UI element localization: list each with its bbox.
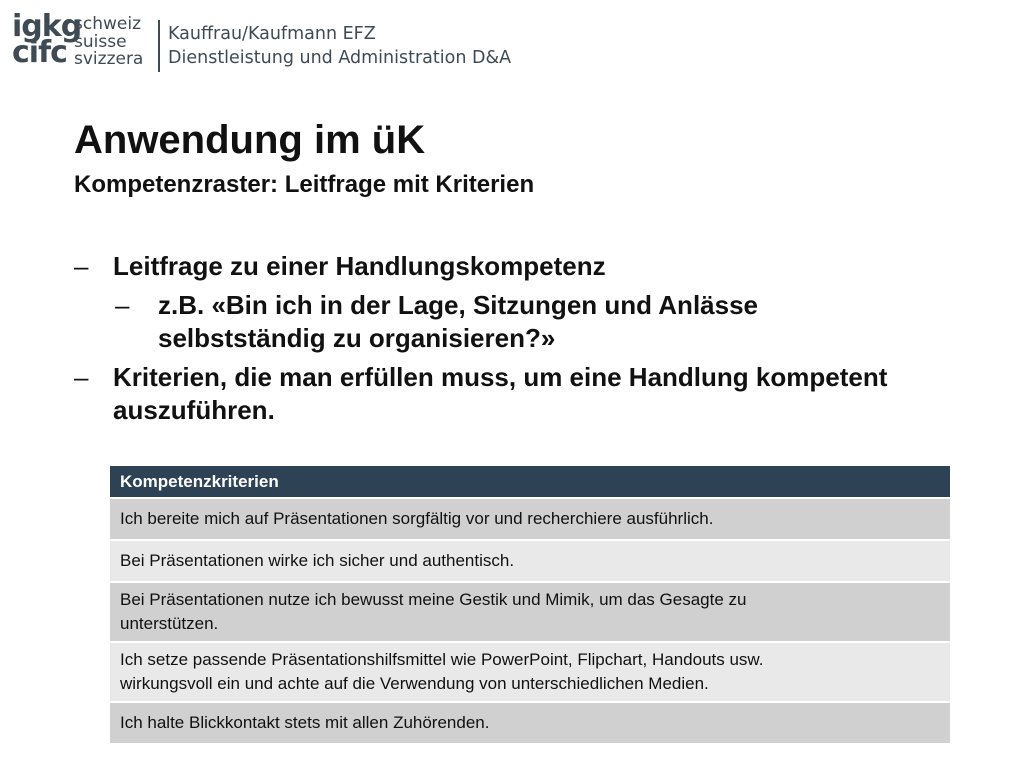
cell-text: Ich halte Blickkontakt stets mit allen Zuhörenden. [120,713,490,732]
table-row [110,583,950,643]
bullet-text: Leitfrage zu einer Handlungskompetenz [113,251,606,281]
bullet-item [74,361,974,427]
bullet-dash: – [115,290,130,320]
table-cell [110,703,950,745]
table-cell [110,583,950,643]
program-line2: Dienstleistung und Administration D&A [168,48,512,68]
table-cell [110,499,950,541]
table-row [110,643,950,703]
bullet-list [74,250,974,433]
logo-mark [12,9,82,70]
table-row [110,703,950,745]
logo-mark-line1: igkg [12,9,82,44]
logo-mark-line2: cifc [12,35,67,70]
slide-title: Anwendung im üK [74,118,426,162]
logo-lang-de: schweiz [74,14,141,34]
cell-text: Bei Präsentationen wirke ich sicher und authentisch. [120,551,515,570]
bullet-text-line1: z.B. «Bin ich in der Lage, Sitzungen und Anlässe [158,290,759,320]
logo-languages [74,16,143,69]
logo-lang-fr: suisse [74,31,127,52]
cell-text-line1: Ich setze passende Präsentationshilfsmittel wie PowerPoint, Flipchart, Handouts usw. [120,650,764,669]
cell-text-line2: wirkungsvoll ein und achte auf die Verwendung von unterschiedlichen Medien. [120,674,709,693]
bullet-text-line1: Kriterien, die man erfüllen muss, um eine Handlung kompetent [113,362,888,392]
bullet-text-line2: selbstständig zu organisieren?» [158,323,556,353]
sub-bullet-item [74,289,974,355]
header-divider [158,20,160,72]
bullet-item [74,250,974,283]
slide-subtitle: Kompetenzraster: Leitfrage mit Kriterien [74,171,535,198]
cell-text-line2: unterstützen. [120,614,219,633]
table-header-row [110,466,950,499]
table-cell [110,643,950,703]
bullet-dash: – [74,362,89,392]
table-cell [110,541,950,583]
table-row [110,499,950,541]
program-title [168,22,511,70]
criteria-table [110,466,950,745]
cell-text: Ich bereite mich auf Präsentationen sorgfältig vor und recherchiere ausführlich. [120,509,714,528]
bullet-text-line2: auszuführen. [113,395,275,425]
logo-lang-it: svizzera [74,49,144,69]
cell-text-line1: Bei Präsentationen nutze ich bewusst meine Gestik und Mimik, um das Gesagte zu [120,590,747,609]
table-header-cell: Kompetenzkriterien [110,466,950,499]
slide-header [0,0,1024,90]
program-line1: Kauffrau/Kaufmann EFZ [168,24,376,44]
bullet-dash: – [74,251,89,281]
table-row [110,541,950,583]
